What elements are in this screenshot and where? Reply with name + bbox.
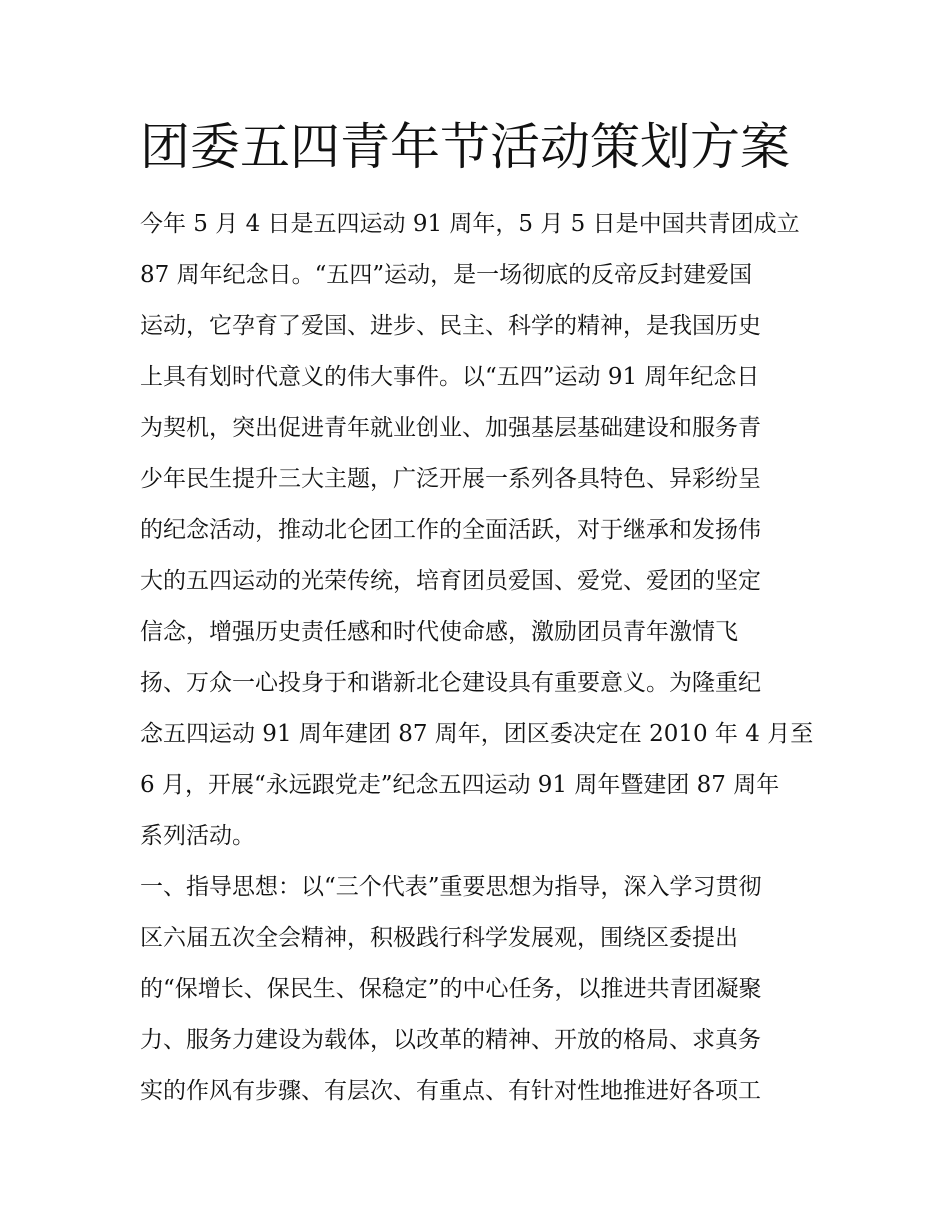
document-title: 团委五四青年节活动策划方案 — [140, 118, 790, 176]
body-line-1: 今年 5 月 4 日是五四运动 91 周年，5 月 5 日是中国共青团成立 — [140, 211, 800, 237]
body-line-13: 系列活动。 — [140, 823, 255, 849]
body-line-9: 信念，增强历史责任感和时代使命感，激励团员青年激情飞 — [140, 619, 738, 645]
body-line-17: 力、服务力建设为载体，以改革的精神、开放的格局、求真务 — [140, 1027, 761, 1053]
body-line-8: 大的五四运动的光荣传统，培育团员爱国、爱党、爱团的坚定 — [140, 568, 761, 594]
section-heading-line: 一、指导思想：以“三个代表”重要思想为指导，深入学习贯彻 — [140, 874, 762, 900]
body-line-5: 为契机，突出促进青年就业创业、加强基层基础建设和服务青 — [140, 415, 761, 441]
body-line-6: 少年民生提升三大主题，广泛开展一系列各具特色、异彩纷呈 — [140, 466, 761, 492]
body-line-15: 区六届五次全会精神，积极践行科学发展观，围绕区委提出 — [140, 925, 738, 951]
body-line-11: 念五四运动 91 周年建团 87 周年，团区委决定在 2010 年 4 月至 — [140, 721, 814, 747]
body-line-7: 的纪念活动，推动北仑团工作的全面活跃，对于继承和发扬伟 — [140, 517, 761, 543]
body-line-10: 扬、万众一心投身于和谐新北仑建设具有重要意义。为隆重纪 — [140, 670, 761, 696]
body-line-3: 运动，它孕育了爱国、进步、民主、科学的精神，是我国历史 — [140, 313, 761, 339]
body-line-16: 的“保增长、保民生、保稳定”的中心任务，以推进共青团凝聚 — [140, 976, 762, 1002]
body-line-12: 6 月，开展“永远跟党走”纪念五四运动 91 周年暨建团 87 周年 — [140, 772, 780, 798]
body-line-4: 上具有划时代意义的伟大事件。以“五四”运动 91 周年纪念日 — [140, 364, 760, 390]
body-line-2: 87 周年纪念日。“五四”运动，是一场彻底的反帝反封建爱国 — [140, 262, 753, 288]
body-line-18: 实的作风有步骤、有层次、有重点、有针对性地推进好各项工 — [140, 1078, 761, 1104]
